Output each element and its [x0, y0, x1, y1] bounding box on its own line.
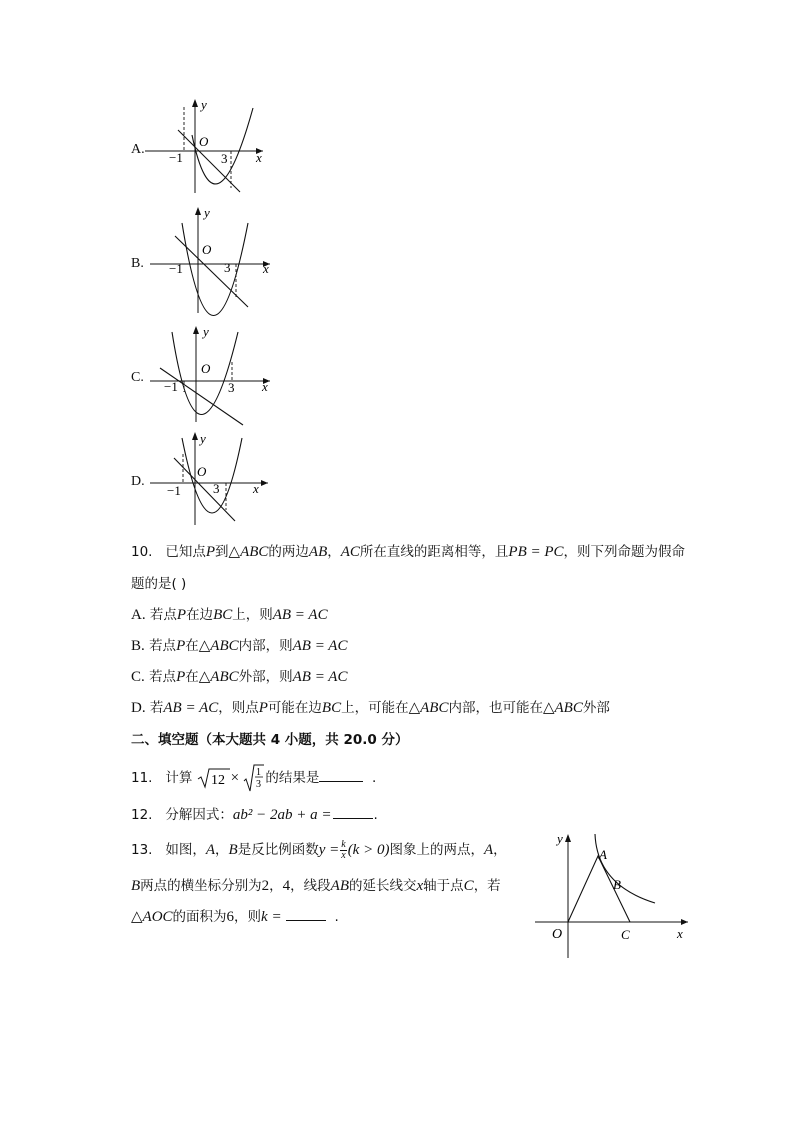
- math-two: 2: [261, 878, 270, 894]
- y-axis-arrow: [193, 326, 199, 334]
- point-a-label: A: [599, 847, 607, 862]
- opt-label: C.: [131, 669, 145, 685]
- math-AB: AB: [330, 878, 349, 894]
- math-ABC: ABC: [210, 669, 239, 685]
- y-label: y: [204, 205, 210, 220]
- option-a-label: A.: [131, 142, 145, 157]
- math-P: P: [176, 638, 186, 654]
- option-d-label: D.: [131, 474, 145, 489]
- text: 分解因式：: [165, 807, 233, 823]
- text: 内部，也可能在: [448, 700, 543, 716]
- origin-label: O: [552, 927, 563, 942]
- text: 可能在边: [267, 700, 322, 716]
- math-AB-AC: AB = AC: [292, 669, 348, 685]
- text: 若点: [149, 638, 177, 654]
- y-axis-arrow: [192, 432, 198, 440]
- math-B: B: [131, 878, 141, 894]
- text: 的两边: [268, 544, 309, 560]
- text: 外部，则: [238, 669, 293, 685]
- sqrt-one-third: [243, 763, 265, 793]
- text: ，则点: [218, 700, 259, 716]
- option-b-label: B.: [131, 256, 144, 271]
- q10-option-c: [131, 665, 347, 686]
- answer-blank: [286, 919, 326, 921]
- math-ABC: ABC: [420, 700, 449, 716]
- text: 上，则: [232, 607, 273, 623]
- origin-label: O: [199, 134, 209, 149]
- math-AOC: AOC: [142, 909, 173, 925]
- math-ABC: ABC: [210, 638, 239, 654]
- sqrt-12: [197, 767, 231, 789]
- x-axis-arrow: [261, 480, 268, 486]
- q13-line1: [131, 838, 507, 861]
- text: .: [334, 909, 339, 925]
- text: .: [372, 770, 377, 786]
- q13-figure: [535, 830, 695, 962]
- y-axis-arrow: [565, 834, 571, 842]
- math-ABC: ABC: [554, 700, 583, 716]
- text: 若点: [149, 669, 177, 685]
- text: 上，可能在: [341, 700, 409, 716]
- text: 的面积为: [172, 909, 227, 925]
- text: 的延长线交: [349, 878, 417, 894]
- neg1-label: −1: [169, 261, 183, 276]
- triangle-symbol: △: [542, 700, 555, 716]
- text: ，: [327, 544, 341, 560]
- text: 是反比例函数: [237, 842, 319, 858]
- y-axis-arrow: [195, 207, 201, 215]
- q13-line3: [131, 905, 339, 926]
- q11-line: [131, 763, 376, 793]
- opt-label: D.: [131, 700, 146, 716]
- triangle-symbol: △: [131, 909, 143, 925]
- triangle-symbol: △: [408, 700, 421, 716]
- x-label: x: [256, 150, 262, 165]
- x-label: x: [253, 481, 259, 496]
- q10-number: 10.: [131, 544, 153, 560]
- three-label: 3: [213, 481, 220, 496]
- math-y-eq: y =: [318, 842, 340, 858]
- q10-line2: 题的是( ): [131, 576, 187, 592]
- text: 外部: [582, 700, 610, 716]
- y-label: y: [203, 324, 209, 339]
- math-AB-AC: AB = AC: [163, 700, 219, 716]
- text: 两点的横坐标分别为: [140, 878, 262, 894]
- q12-line: [131, 803, 378, 824]
- q10-option-a: [131, 603, 328, 624]
- text: .: [373, 807, 378, 823]
- text: 到: [215, 544, 229, 560]
- radicand: 12: [210, 773, 225, 788]
- q10-option-d: [131, 696, 610, 717]
- q10-line1: [131, 540, 685, 561]
- origin-label: O: [197, 464, 207, 479]
- text: 在: [185, 669, 199, 685]
- math-four: 4: [282, 878, 291, 894]
- triangle-symbol: △: [198, 638, 211, 654]
- origin-label: O: [202, 242, 212, 257]
- three-label: 3: [221, 151, 228, 166]
- math-x: x: [416, 878, 424, 894]
- text: 图象上的两点，: [389, 842, 484, 858]
- math-A: A: [483, 842, 494, 858]
- x-axis-arrow: [681, 919, 688, 925]
- neg1-label: −1: [169, 150, 183, 165]
- option-c-label: C.: [131, 370, 144, 385]
- three-label: 3: [224, 260, 231, 275]
- origin-label: O: [201, 361, 211, 376]
- radical-icon: [243, 763, 265, 793]
- math-C: C: [463, 878, 474, 894]
- math-A: A: [205, 842, 216, 858]
- three-label: 3: [228, 380, 235, 395]
- text: 若点: [149, 607, 177, 623]
- parabola: [182, 223, 248, 316]
- text: 轴于点: [423, 878, 464, 894]
- neg1-label: −1: [167, 483, 181, 498]
- fraction-k-over-x: [340, 840, 346, 861]
- text: ，则: [234, 909, 262, 925]
- text: 的结果是: [265, 770, 320, 786]
- math-P: P: [205, 544, 216, 560]
- text: 如图，: [165, 842, 206, 858]
- text: 若: [149, 700, 164, 716]
- text: 在边: [186, 607, 214, 623]
- math-PB-PC: PB = PC: [508, 544, 564, 560]
- text: ，若: [473, 878, 501, 894]
- math-P: P: [258, 700, 268, 716]
- radical-icon: [197, 767, 231, 789]
- times-symbol: ×: [230, 770, 240, 786]
- text: ，则下列命题为假命: [563, 544, 686, 560]
- triangle-symbol: △: [228, 544, 241, 560]
- math-BC: BC: [321, 700, 342, 716]
- y-label: y: [200, 431, 206, 446]
- q13-number: 13.: [131, 842, 153, 858]
- math-P: P: [176, 607, 187, 623]
- line: [160, 368, 243, 425]
- text: 在: [185, 638, 199, 654]
- text: 已知点: [165, 544, 206, 560]
- point-c-label: C: [621, 927, 630, 942]
- graph-option-c: [150, 322, 275, 427]
- point-b-label: B: [613, 877, 621, 892]
- text: 计算: [165, 770, 193, 786]
- x-label: x: [263, 261, 269, 276]
- math-AB-AC: AB = AC: [292, 638, 348, 654]
- numerator: 1: [256, 767, 262, 778]
- math-k-eq: k =: [261, 909, 282, 925]
- math-AB: AB: [308, 544, 328, 560]
- q10-option-b: [131, 634, 347, 655]
- text: ，线段: [290, 878, 331, 894]
- x-label: x: [677, 926, 683, 941]
- graph-option-b: [150, 203, 275, 318]
- math-ABC: ABC: [240, 544, 269, 560]
- math-B: B: [228, 842, 238, 858]
- answer-blank: [319, 780, 363, 782]
- math-P: P: [176, 669, 186, 685]
- q13-line2: [131, 874, 501, 895]
- figure-shape: [244, 765, 264, 791]
- math-BC: BC: [213, 607, 233, 623]
- q12-number: 12.: [131, 807, 153, 823]
- text: 所在直线的距离相等，且: [359, 544, 509, 560]
- math-AB-AC: AB = AC: [272, 607, 328, 623]
- text: ，: [215, 842, 229, 858]
- section-title: 二、填空题（本大题共 4 小题，共 20.0 分）: [131, 732, 409, 748]
- y-label: y: [201, 97, 207, 112]
- math-expression: ab² − 2ab + a =: [232, 807, 332, 823]
- triangle-symbol: △: [198, 669, 211, 685]
- math-condition: (k > 0): [347, 842, 390, 858]
- math-AC: AC: [340, 544, 360, 560]
- text: ，: [493, 842, 507, 858]
- y-axis-arrow: [192, 99, 198, 107]
- opt-label: A.: [131, 607, 146, 623]
- graph-option-d: [150, 428, 275, 528]
- neg1-label: −1: [164, 379, 178, 394]
- graph-option-a: [145, 95, 270, 195]
- opt-label: B.: [131, 638, 145, 654]
- denominator: x: [341, 849, 346, 861]
- math-six: 6: [226, 909, 235, 925]
- text: 内部，则: [238, 638, 293, 654]
- answer-blank: [333, 817, 373, 819]
- numerator: k: [341, 838, 346, 850]
- x-label: x: [262, 379, 268, 394]
- denominator: 3: [256, 779, 262, 790]
- q11-number: 11.: [131, 770, 153, 786]
- y-label: y: [557, 831, 563, 846]
- text: ，: [269, 878, 283, 894]
